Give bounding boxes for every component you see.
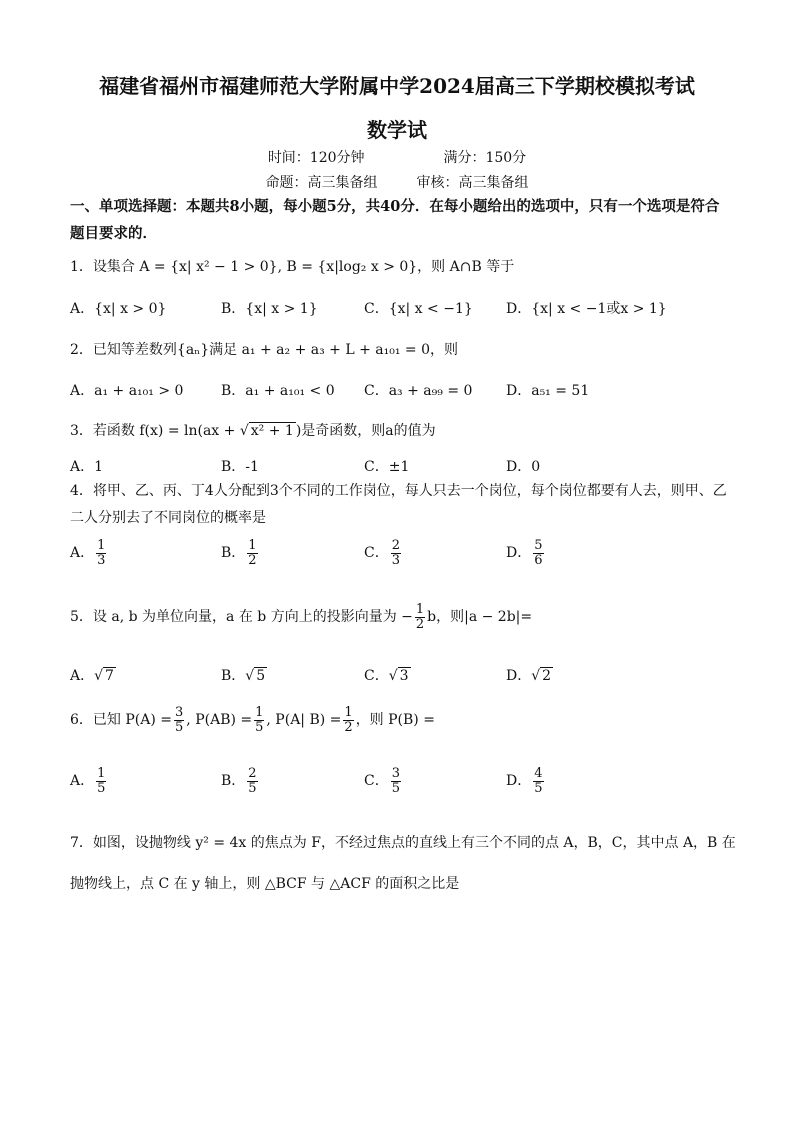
question-text: 将甲、乙、丙、丁4人分配到3个不同的工作岗位，每人只去一个岗位，每个岗位都要有人去，则甲、乙二人分别去了不同岗位的概率是 [70, 483, 727, 526]
sqrt-sign-icon: √ [245, 668, 255, 684]
q5-option-d: D．√ 2 [506, 668, 552, 684]
sqrt-sign-icon: √ [94, 668, 104, 684]
question-number: 6． [70, 712, 93, 729]
q3-option-c: C．±1 [364, 459, 410, 475]
question-2-stem [70, 339, 458, 359]
fraction: $\frac{3}{5}$ [175, 705, 184, 735]
exam-title: 福建省福州市福建师范大学附属中学2024届高三下学期校模拟考试 [99, 74, 695, 98]
q1-option-b: B．{x| x > 1} [221, 301, 318, 317]
exam-score: 满分：150分 [443, 150, 527, 166]
fraction: $\frac{1}{2}$ [344, 705, 353, 735]
q3-option-b: B．-1 [221, 459, 259, 475]
question-text: 已知等差数列{aₙ}满足 a₁ + a₂ + a₃ + L + a₁₀₁ = 0，则 [92, 342, 459, 358]
question-number: 1． [70, 259, 93, 275]
q2-option-d: D．a₅₁ = 51 [506, 383, 590, 399]
question-number: 4． [70, 483, 93, 499]
q4-option-d: D． $\frac{5}{6}$ [506, 538, 543, 568]
question-7-stem-line-2: 抛物线上，点 C 在 y 轴上，则 △BCF 与 △ACF 的面积之比是 [70, 876, 460, 892]
q4-option-a: A． $\frac{1}{3}$ [70, 538, 106, 568]
exam-meta-row-1 [0, 147, 794, 167]
q3-option-d: D．0 [506, 459, 541, 475]
q3-option-a: A．1 [70, 459, 104, 475]
question-4-stem [70, 478, 730, 532]
fraction: $\frac{1}{5}$ [255, 705, 264, 735]
q4-option-b: B． $\frac{1}{2}$ [221, 538, 257, 568]
q6-option-d: D． $\frac{4}{5}$ [506, 766, 543, 796]
fraction: $\frac{4}{5}$ [534, 766, 543, 796]
question-3-stem: 3．若函数 f(x) = ln(ax + √ x² + 1 )是奇函数，则a的值为 [70, 423, 436, 439]
fraction: $\frac{1}{3}$ [97, 538, 106, 568]
fraction: $\frac{3}{5}$ [391, 766, 400, 796]
q6-option-c: C． $\frac{3}{5}$ [364, 766, 400, 796]
exam-time: 时间：120分钟 [267, 150, 365, 166]
exam-subtitle: 数学试 [367, 118, 427, 142]
question-number: 7． [70, 835, 93, 851]
section-heading: 一、单项选择题：本题共8小题，每小题5分，共40分．在每小题给出的选项中，只有一个选项是符合题目要求的． [70, 198, 720, 242]
fraction: $\frac{1}{5}$ [97, 766, 106, 796]
q1-option-c: C．{x| x < −1} [364, 301, 473, 317]
q2-option-c: C．a₃ + a₉₉ = 0 [364, 383, 473, 399]
question-number: 2． [70, 342, 93, 358]
q5-option-c: C．√ 3 [364, 668, 409, 684]
q4-option-c: C． $\frac{2}{3}$ [364, 538, 400, 568]
question-number: 3． [70, 423, 93, 439]
question-5-stem: 5．设 a, b 为单位向量，a 在 b 方向上的投影向量为 − $\frac{1}{2}$ b，则|a − 2b|= [70, 602, 533, 632]
q1-option-d: D．{x| x < −1或x > 1} [506, 301, 667, 317]
exam-setter: 命题：高三集备组 [265, 175, 378, 191]
q1-option-a: A．{x| x > 0} [70, 301, 167, 317]
exam-reviewer: 审核：高三集备组 [416, 175, 529, 191]
question-7-stem-line-1: 7．如图，设抛物线 y² = 4x 的焦点为 F，不经过焦点的直线上有三个不同的点 A，B，C，其中点 A，B 在 [70, 835, 736, 851]
q2-option-a: A．a₁ + a₁₀₁ > 0 [70, 383, 184, 399]
fraction: $\frac{2}{5}$ [248, 766, 257, 796]
fraction: $\frac{5}{6}$ [534, 538, 543, 568]
fraction: $\frac{1}{2}$ [248, 538, 257, 568]
question-6-stem: 6．已知 P(A) = $\frac{3}{5}$ , P(AB) = $\frac{1}{5}$ , P(A| B) = $\frac{1}{2}$ ，则 P(B) = [70, 705, 435, 735]
fraction: $\frac{1}{2}$ [415, 602, 425, 632]
sqrt-sign-icon: √ [388, 668, 398, 684]
radicand: x² + 1 [250, 423, 294, 439]
q2-option-b: B．a₁ + a₁₀₁ < 0 [221, 383, 335, 399]
question-text: 设集合 A = {x| x² − 1 > 0}, B = {x|log₂ x > 0}，则 A∩B 等于 [92, 259, 515, 275]
q6-option-b: B． $\frac{2}{5}$ [221, 766, 257, 796]
question-number: 5． [70, 609, 93, 626]
fraction: $\frac{2}{3}$ [391, 538, 400, 568]
q5-option-a: A．√ 7 [70, 668, 114, 684]
question-1-stem [70, 256, 514, 276]
sqrt-sign-icon: √ [239, 423, 249, 439]
q5-option-b: B．√ 5 [221, 668, 266, 684]
q6-option-a: A． $\frac{1}{5}$ [70, 766, 106, 796]
exam-meta-row-2 [0, 172, 794, 192]
sqrt-sign-icon: √ [531, 668, 541, 684]
